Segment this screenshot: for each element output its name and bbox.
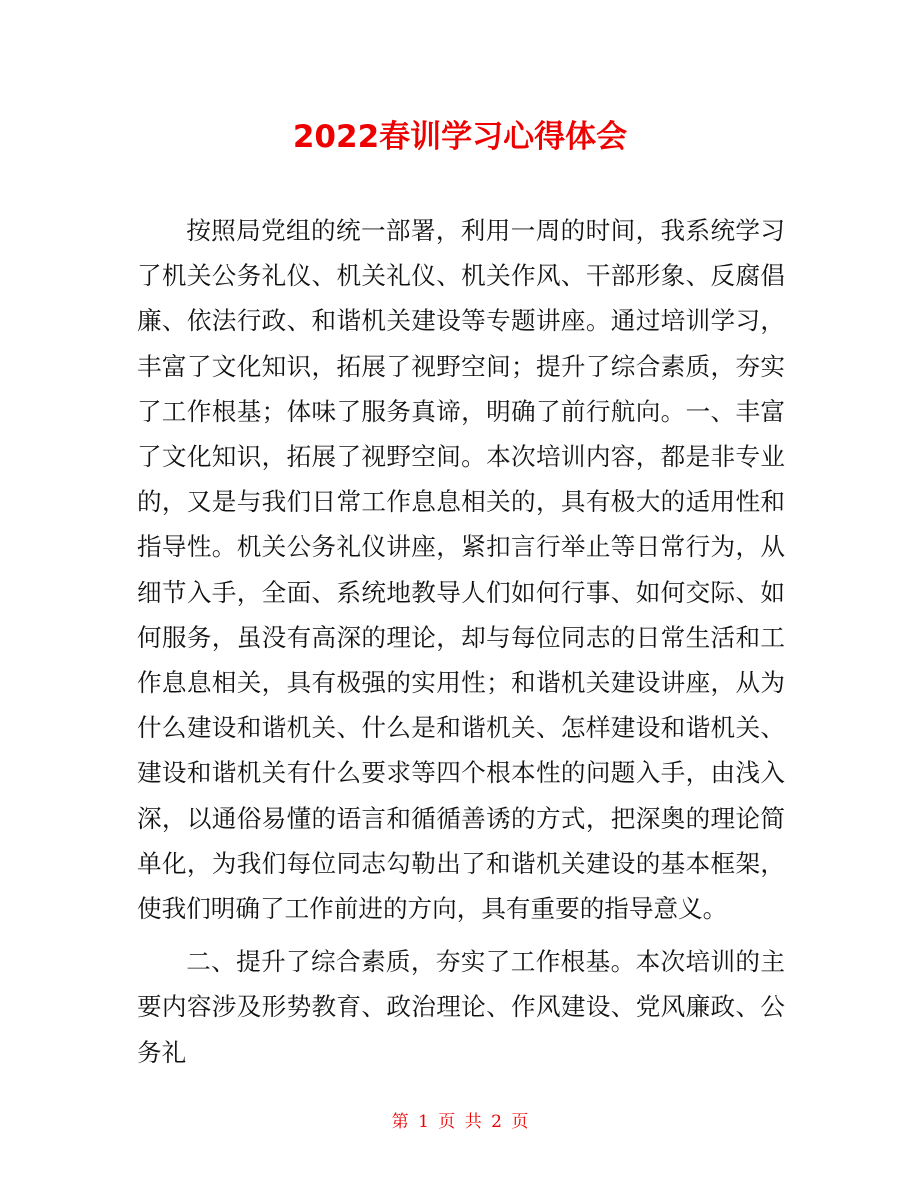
- body-paragraph: 按照局党组的统一部署，利用一周的时间，我系统学习了机关公务礼仪、机关礼仪、机关作风、干部形象、反腐倡廉、依法行政、和谐机关建设等专题讲座。通过培训学习，丰富了文化知识，拓展了视野空间；提升了综合素质，夯实了工作根基；体味了服务真谛，明确了前行航向。一、丰富了文化知识，拓展了视野空间。本次培训内容，都是非专业的，又是与我们日常工作息息相关的，具有极大的适用性和指导性。机关公务礼仪讲座，紧扣言行举止等日常行为，从细节入手，全面、系统地教导人们如何行事、如何交际、如何服务，虽没有高深的理论，却与每位同志的日常生活和工作息息相关，具有极强的实用性；和谐机关建设讲座，从为什么建设和谐机关、什么是和谐机关、怎样建设和谐机关、建设和谐机关有什么要求等四个根本性的问题入手，由浅入深，以通俗易懂的语言和循循善诱的方式，把深奥的理论简单化，为我们每位同志勾勒出了和谐机关建设的基本框架，使我们明确了工作前进的方向，具有重要的指导意义。: [137, 216, 785, 924]
- document-title: 2022春训学习心得体会: [292, 119, 628, 155]
- body-paragraph: 二、提升了综合素质，夯实了工作根基。本次培训的主要内容涉及形势教育、政治理论、作风建设、党风廉政、公务礼: [137, 947, 785, 1067]
- document-body: [137, 208, 785, 1075]
- page-number-footer: 第 1 页 共 2 页: [391, 1112, 529, 1132]
